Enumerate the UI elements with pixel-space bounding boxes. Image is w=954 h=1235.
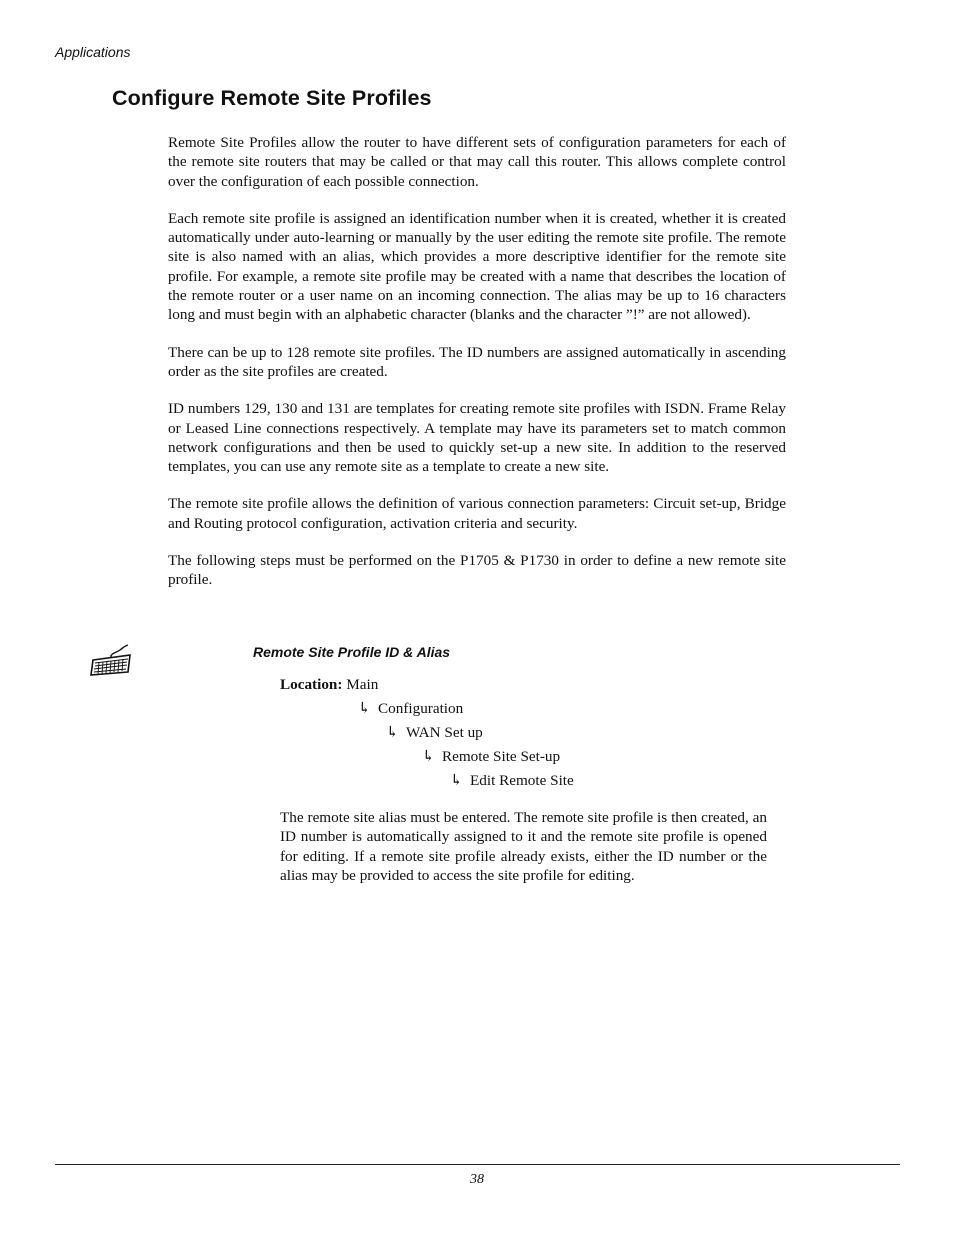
path-step xyxy=(280,769,574,793)
path-step xyxy=(280,697,574,721)
menu-location-path xyxy=(280,673,574,793)
path-step-label: Edit Remote Site xyxy=(470,772,574,789)
subsection-title: Remote Site Profile ID & Alias xyxy=(253,644,451,660)
location-label: Location: xyxy=(280,676,343,693)
keyboard-icon xyxy=(90,644,132,676)
path-step-label: Configuration xyxy=(378,700,464,717)
paragraph-profile-limit: There can be up to 128 remote site profiles. The ID numbers are assigned automatically in ascending order as the site profiles are created. xyxy=(168,343,786,380)
path-step xyxy=(280,745,574,769)
paragraph-parameters: The remote site profile allows the definition of various connection parameters: Circuit set-up, Bridge and Routing protocol configuration, activation criteria and security. xyxy=(168,495,786,532)
arrow-icon: ↳ xyxy=(422,748,435,765)
arrow-icon: ↳ xyxy=(450,772,463,789)
running-header: Applications xyxy=(55,44,131,60)
subsection-note: The remote site alias must be entered. The remote site profile is then created, an ID number is automatically assigned to it and the remote site profile is opened for editing. If a remote site profile already exists, either the ID number or the alias may be provided to access the site profile for editing. xyxy=(280,809,767,884)
footer-rule xyxy=(55,1164,900,1165)
section-title: Configure Remote Site Profiles xyxy=(112,86,432,110)
paragraph-identification: Each remote site profile is assigned an identification number when it is created, whether it is created automatically under auto-learning or manually by the user editing the remote site profile. The remote site is also named with an alias, which provides a more descriptive identifier for the remote site profile. For example, a remote site profile may be created with a name that describes the location of the remote router or a user name on an incoming connection. The alias may be up to 16 characters long and must begin with an alphabetic character (blanks and the character ”!” are not allowed). xyxy=(168,209,786,324)
section-body xyxy=(168,133,786,608)
path-step xyxy=(280,721,574,745)
paragraph-intro: Remote Site Profiles allow the router to have different sets of configuration parameters for each of the remote site routers that may be called or that may call this router. This allows complete control over the configuration of each possible connection. xyxy=(168,134,786,190)
paragraph-templates: ID numbers 129, 130 and 131 are templates for creating remote site profiles with ISDN. Frame Relay or Leased Line connections respectively. A template may have its parameters set to match common network configurations and then be used to quickly set-up a new site. In addition to the reserved templates, you can use any remote site as a template to create a new site. xyxy=(168,400,786,476)
location-row xyxy=(280,673,574,697)
arrow-icon: ↳ xyxy=(386,724,399,741)
path-step-label: Remote Site Set-up xyxy=(442,748,561,765)
arrow-icon: ↳ xyxy=(358,700,371,717)
path-step-label: WAN Set up xyxy=(406,724,483,741)
location-root: Main xyxy=(346,676,379,693)
paragraph-steps: The following steps must be performed on the P1705 & P1730 in order to define a new remote site profile. xyxy=(168,552,786,589)
page-number: 38 xyxy=(470,1172,484,1187)
